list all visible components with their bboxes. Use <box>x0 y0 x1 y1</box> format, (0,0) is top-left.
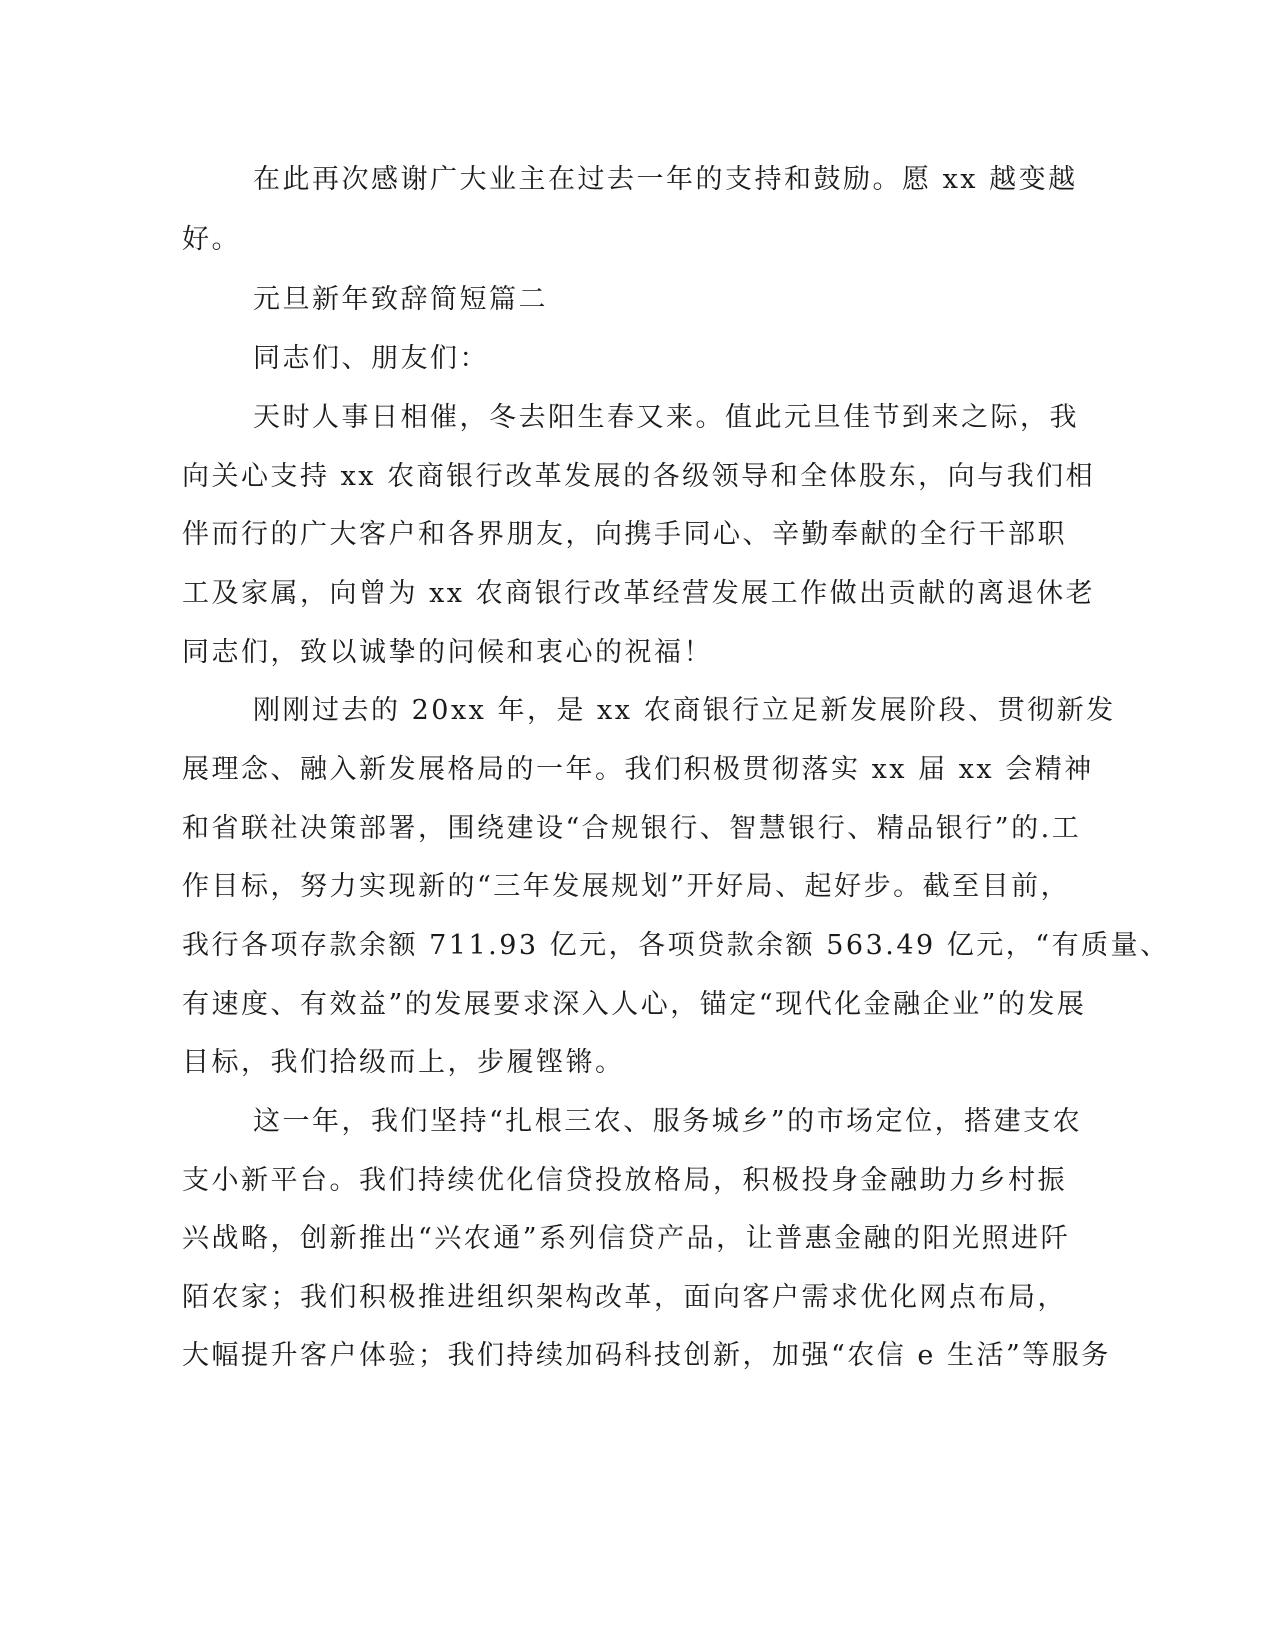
paragraph-line: 兴战略，创新推出“兴农通”系列信贷产品，让普惠金融的阳光照进阡 <box>182 1223 1071 1254</box>
paragraph-line: 大幅提升客户体验；我们持续加码科技创新，加强“农信 e 生活”等服务 <box>182 1340 1111 1371</box>
paragraph-line: 目标，我们拾级而上，步履铿锵。 <box>182 1047 625 1078</box>
paragraph-line: 同志们，致以诚挚的问候和衷心的祝福！ <box>182 637 713 668</box>
section-heading: 元旦新年致辞简短篇二 <box>253 284 548 315</box>
paragraph-line: 支小新平台。我们持续优化信贷投放格局，积极投身金融助力乡村振 <box>182 1165 1067 1196</box>
paragraph-line: 和省联社决策部署，围绕建设“合规银行、智慧银行、精品银行”的.工 <box>182 813 1082 844</box>
paragraph-line: 天时人事日相催，冬去阳生春又来。值此元旦佳节到来之际，我 <box>253 402 1079 433</box>
paragraph-line: 伴而行的广大客户和各界朋友，向携手同心、辛勤奉献的全行干部职 <box>182 519 1067 550</box>
paragraph-line: 好。 <box>182 224 241 255</box>
paragraph-line: 向关心支持 xx 农商银行改革发展的各级领导和全体股东，向与我们相 <box>182 461 1096 492</box>
paragraph-line: 陌农家；我们积极推进组织架构改革，面向客户需求优化网点布局， <box>182 1282 1067 1313</box>
salutation: 同志们、朋友们： <box>253 343 489 374</box>
paragraph-line: 这一年，我们坚持“扎根三农、服务城乡”的市场定位，搭建支农 <box>253 1106 1083 1137</box>
paragraph-line: 工及家属，向曾为 xx 农商银行改革经营发展工作做出贡献的离退休老 <box>182 578 1096 609</box>
paragraph-line: 我行各项存款余额 711.93 亿元，各项贷款余额 563.49 亿元，“有质量、 <box>182 930 1170 961</box>
paragraph-line: 有速度、有效益”的发展要求深入人心，锚定“现代化金融企业”的发展 <box>182 989 1087 1020</box>
paragraph-line: 作目标，努力实现新的“三年发展规划”开好局、起好步。截至目前， <box>182 871 1071 902</box>
paragraph-line: 展理念、融入新发展格局的一年。我们积极贯彻落实 xx 届 xx 会精神 <box>182 754 1094 785</box>
paragraph-line: 在此再次感谢广大业主在过去一年的支持和鼓励。愿 xx 越变越 <box>253 164 1078 195</box>
paragraph-line: 刚刚过去的 20xx 年，是 xx 农商银行立足新发展阶段、贯彻新发 <box>253 695 1116 726</box>
